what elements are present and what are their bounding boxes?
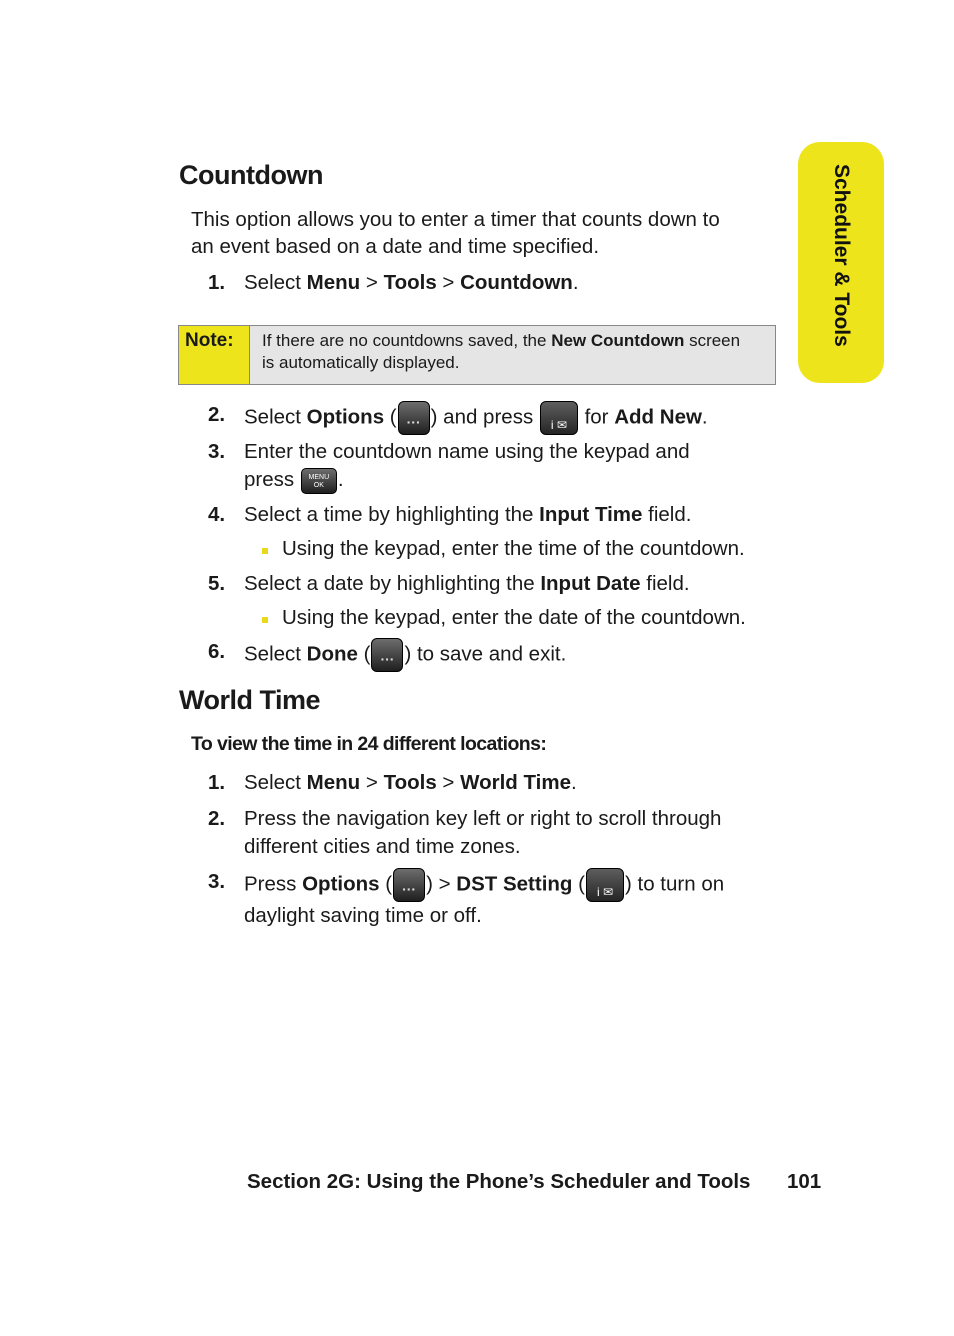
options-label: Options <box>306 405 385 429</box>
step-text-part: Select <box>244 405 307 429</box>
step-text-part: press <box>244 468 300 491</box>
input-time-label: Input Time <box>539 503 643 526</box>
step-text-part: ( <box>379 872 393 896</box>
note-label: Note: <box>179 326 250 384</box>
world-time-label: World Time <box>460 771 571 794</box>
countdown-label: Countdown <box>460 271 573 294</box>
step-text-line2: different cities and time zones. <box>244 835 521 858</box>
menu-label: Menu <box>306 271 361 294</box>
step-text-line1: Press the navigation key left or right to scroll through <box>244 807 722 830</box>
step-text-part: Select a date by highlighting the <box>244 572 541 595</box>
countdown-intro-line1: This option allows you to enter a timer that counts down to <box>191 208 720 231</box>
separator: > <box>360 271 384 294</box>
note-body <box>262 330 768 374</box>
step-text-part: . <box>572 271 579 294</box>
bullet-marker <box>262 548 268 554</box>
send-key-icon <box>586 868 624 902</box>
step-text-part: ( <box>572 872 585 896</box>
page-number: 101 <box>787 1170 822 1193</box>
step-text-part: ) to save and exit. <box>404 642 567 666</box>
step-text-part: ( <box>384 405 397 429</box>
separator: > <box>360 771 384 794</box>
step-text <box>244 438 788 494</box>
step-text-part: for <box>578 405 615 429</box>
menu-label: Menu <box>306 771 361 794</box>
tools-label: Tools <box>383 271 437 294</box>
step-text-part: ) and press <box>430 405 539 429</box>
step-text <box>244 501 788 529</box>
step-text-part: . <box>570 771 577 794</box>
step-number: 3. <box>208 440 226 463</box>
step-number: 1. <box>208 771 226 794</box>
separator: > <box>436 771 461 794</box>
world-time-subhead: To view the time in 24 different locations: <box>191 733 547 755</box>
step-text-line1: Enter the countdown name using the keypad and <box>244 440 690 463</box>
step-number: 2. <box>208 403 226 426</box>
step-number: 4. <box>208 503 226 526</box>
add-new-label: Add New <box>614 405 702 429</box>
step-text-part: ) > <box>426 872 457 896</box>
step-text-part: field. <box>642 503 692 526</box>
step-text-part: Select <box>244 271 307 294</box>
step-number: 5. <box>208 572 226 595</box>
bullet-text: Using the keypad, enter the date of the countdown. <box>282 606 746 629</box>
done-label: Done <box>306 642 358 666</box>
bullet-text: Using the keypad, enter the time of the countdown. <box>282 537 745 560</box>
step-text <box>244 868 788 930</box>
step-text-part: field. <box>640 572 690 595</box>
done-softkey-icon <box>371 638 403 672</box>
step-text-line2: daylight saving time or off. <box>244 904 482 927</box>
options-softkey-icon <box>393 868 425 902</box>
options-label: Options <box>302 872 380 896</box>
step-text-part: . <box>701 405 708 429</box>
note-box <box>178 325 776 385</box>
step-text-part: ( <box>357 642 371 666</box>
footer-section-title: Section 2G: Using the Phone’s Scheduler and Tools <box>247 1170 751 1193</box>
side-tab-label: Scheduler & Tools <box>830 164 853 347</box>
input-date-label: Input Date <box>540 572 641 595</box>
step-text <box>244 401 788 435</box>
menu-ok-key-icon <box>301 468 337 494</box>
step-text-part: . <box>337 468 344 491</box>
step-number: 2. <box>208 807 226 830</box>
world-time-heading: World Time <box>179 685 321 715</box>
send-key-icon <box>540 401 578 435</box>
bullet-marker <box>262 617 268 623</box>
note-text: If there are no countdowns saved, the <box>262 331 552 350</box>
dst-setting-label: DST Setting <box>456 872 573 896</box>
countdown-heading: Countdown <box>179 160 323 190</box>
separator: > <box>436 271 461 294</box>
step-number: 1. <box>208 271 226 294</box>
section-side-tab <box>798 142 884 383</box>
step-text-part: Press <box>244 872 303 896</box>
step-text-part: Select <box>244 771 307 794</box>
step-text <box>244 805 788 861</box>
note-text: screen <box>684 331 741 350</box>
tools-label: Tools <box>383 771 437 794</box>
note-bold-text: New Countdown <box>551 331 685 350</box>
countdown-intro-line2: an event based on a date and time specified. <box>191 235 600 258</box>
step-text <box>244 638 788 672</box>
step-number: 3. <box>208 870 226 893</box>
step-text-part: ) to turn on <box>624 872 725 896</box>
step-text <box>244 269 788 297</box>
step-text-part: Select a time by highlighting the <box>244 503 540 526</box>
step-text <box>244 570 788 598</box>
options-softkey-icon <box>398 401 430 435</box>
step-text <box>244 769 788 797</box>
step-text-part: Select <box>244 642 307 666</box>
step-number: 6. <box>208 640 226 663</box>
note-text-line2: is automatically displayed. <box>262 353 460 372</box>
